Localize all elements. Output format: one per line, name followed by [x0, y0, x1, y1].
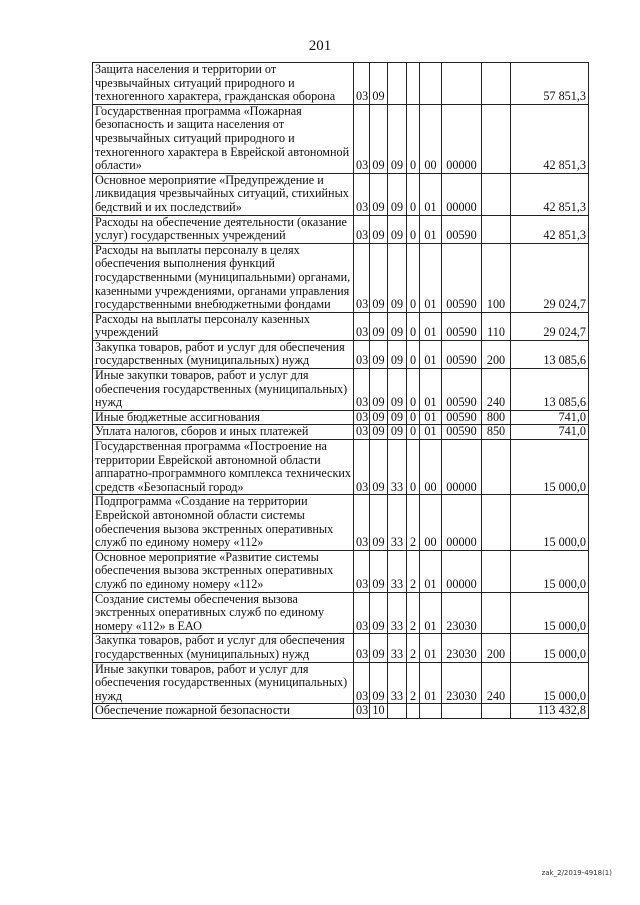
expense-type-code: [482, 440, 511, 495]
program-code: 33: [388, 550, 407, 592]
table-row: [93, 425, 589, 440]
row-name: Иные бюджетные ассигнования: [93, 410, 354, 425]
expense-type-code: [482, 592, 511, 634]
amount: 15 000,0: [511, 440, 589, 495]
section-code: 03: [354, 634, 370, 662]
row-name: Основное мероприятие «Развитие системы обеспечения вызова экстренных оперативных служб по единому номеру «112»: [93, 550, 354, 592]
section-code: 03: [354, 312, 370, 340]
program-code: 09: [388, 173, 407, 215]
section-code: 03: [354, 592, 370, 634]
table-row: [93, 243, 589, 312]
event-code: 01: [420, 243, 442, 312]
row-name: Иные закупки товаров, работ и услуг для обеспечения государственных (муниципальных) нужд: [93, 369, 354, 411]
subprogram-code: 2: [407, 550, 420, 592]
direction-code: 00590: [442, 340, 482, 368]
section-code: 03: [354, 369, 370, 411]
row-name: Закупка товаров, работ и услуг для обеспечения государственных (муниципальных) нужд: [93, 634, 354, 662]
program-code: [388, 704, 407, 719]
subsection-code: 09: [370, 592, 388, 634]
subsection-code: 09: [370, 243, 388, 312]
table-row: [93, 369, 589, 411]
direction-code: 23030: [442, 634, 482, 662]
table-row: [93, 104, 589, 173]
subsection-code: 09: [370, 662, 388, 704]
program-code: 33: [388, 495, 407, 550]
program-code: 09: [388, 410, 407, 425]
table-row: [93, 550, 589, 592]
row-name: Закупка товаров, работ и услуг для обеспечения государственных (муниципальных) нужд: [93, 340, 354, 368]
direction-code: 23030: [442, 592, 482, 634]
footer-code: zak_2/2019-4918(1): [541, 869, 612, 877]
row-name: Иные закупки товаров, работ и услуг для обеспечения государственных (муниципальных) нужд: [93, 662, 354, 704]
amount: 42 851,3: [511, 215, 589, 243]
table-row: [93, 440, 589, 495]
direction-code: 00000: [442, 104, 482, 173]
row-name: Подпрограмма «Создание на территории Еврейской автономной области системы обеспечения вызова экстренных оперативных служб по единому номеру «112»: [93, 495, 354, 550]
expense-type-code: [482, 704, 511, 719]
table-row: [93, 173, 589, 215]
subsection-code: 09: [370, 550, 388, 592]
section-code: 03: [354, 104, 370, 173]
table-row: [93, 312, 589, 340]
table-row: [93, 63, 589, 105]
amount: 15 000,0: [511, 495, 589, 550]
event-code: 00: [420, 495, 442, 550]
subprogram-code: 0: [407, 312, 420, 340]
expense-type-code: 200: [482, 634, 511, 662]
row-name: Государственная программа «Пожарная безопасность и защита населения от чрезвычайных ситуаций природного и техногенного характера в Еврейской автономной области»: [93, 104, 354, 173]
amount: 57 851,3: [511, 63, 589, 105]
subprogram-code: 0: [407, 215, 420, 243]
direction-code: [442, 63, 482, 105]
subprogram-code: 2: [407, 662, 420, 704]
row-name: Расходы на выплаты персоналу казенных учреждений: [93, 312, 354, 340]
subsection-code: 09: [370, 340, 388, 368]
direction-code: [442, 704, 482, 719]
amount: 42 851,3: [511, 173, 589, 215]
subsection-code: 09: [370, 104, 388, 173]
event-code: 01: [420, 550, 442, 592]
subsection-code: 09: [370, 369, 388, 411]
subprogram-code: [407, 704, 420, 719]
expense-type-code: [482, 104, 511, 173]
subprogram-code: 0: [407, 425, 420, 440]
direction-code: 00590: [442, 215, 482, 243]
subsection-code: 09: [370, 63, 388, 105]
expense-type-code: 100: [482, 243, 511, 312]
direction-code: 00590: [442, 312, 482, 340]
subprogram-code: [407, 63, 420, 105]
expense-type-code: 240: [482, 369, 511, 411]
expense-type-code: 240: [482, 662, 511, 704]
subsection-code: 09: [370, 312, 388, 340]
amount: 15 000,0: [511, 592, 589, 634]
table-row: [93, 495, 589, 550]
section-code: 03: [354, 410, 370, 425]
subprogram-code: 0: [407, 440, 420, 495]
event-code: 01: [420, 592, 442, 634]
direction-code: 00590: [442, 369, 482, 411]
row-name: Обеспечение пожарной безопасности: [93, 704, 354, 719]
table-row: [93, 410, 589, 425]
subprogram-code: 0: [407, 243, 420, 312]
expense-type-code: [482, 550, 511, 592]
subsection-code: 09: [370, 215, 388, 243]
program-code: 33: [388, 662, 407, 704]
program-code: 09: [388, 340, 407, 368]
subprogram-code: 2: [407, 495, 420, 550]
subprogram-code: 2: [407, 592, 420, 634]
subsection-code: 10: [370, 704, 388, 719]
subsection-code: 09: [370, 495, 388, 550]
subprogram-code: 0: [407, 410, 420, 425]
section-code: 03: [354, 173, 370, 215]
program-code: 09: [388, 215, 407, 243]
row-name: Расходы на обеспечение деятельности (оказание услуг) государственных учреждений: [93, 215, 354, 243]
direction-code: 23030: [442, 662, 482, 704]
expense-type-code: 110: [482, 312, 511, 340]
event-code: [420, 63, 442, 105]
event-code: 01: [420, 312, 442, 340]
event-code: 01: [420, 340, 442, 368]
program-code: 09: [388, 369, 407, 411]
amount: 741,0: [511, 425, 589, 440]
table-row: [93, 592, 589, 634]
budget-table: [92, 62, 589, 719]
direction-code: 00590: [442, 410, 482, 425]
row-name: Защита населения и территории от чрезвычайных ситуаций природного и техногенного характера, гражданская оборона: [93, 63, 354, 105]
section-code: 03: [354, 704, 370, 719]
program-code: [388, 63, 407, 105]
row-name: Расходы на выплаты персоналу в целях обеспечения выполнения функций государственными (муниципальными) органами, казенными учреждениями, органами управления государственными внебюджетными фондами: [93, 243, 354, 312]
table-row: [93, 704, 589, 719]
table-row: [93, 634, 589, 662]
direction-code: 00000: [442, 550, 482, 592]
expense-type-code: 800: [482, 410, 511, 425]
section-code: 03: [354, 662, 370, 704]
table-body: [93, 63, 589, 719]
section-code: 03: [354, 425, 370, 440]
direction-code: 00000: [442, 495, 482, 550]
amount: 15 000,0: [511, 550, 589, 592]
subsection-code: 09: [370, 634, 388, 662]
row-name: Основное мероприятие «Предупреждение и ликвидация чрезвычайных ситуаций, стихийных бедствий и их последствий»: [93, 173, 354, 215]
subprogram-code: 0: [407, 104, 420, 173]
subprogram-code: 0: [407, 173, 420, 215]
expense-type-code: 200: [482, 340, 511, 368]
page-number: 201: [308, 38, 332, 54]
row-name: Государственная программа «Построение на территории Еврейской автономной области аппаратно-программного комплекса технических средств «Безопасный город»: [93, 440, 354, 495]
amount: 42 851,3: [511, 104, 589, 173]
amount: 113 432,8: [511, 704, 589, 719]
row-name: Уплата налогов, сборов и иных платежей: [93, 425, 354, 440]
event-code: 01: [420, 410, 442, 425]
amount: 13 085,6: [511, 340, 589, 368]
subprogram-code: 0: [407, 369, 420, 411]
direction-code: 00590: [442, 425, 482, 440]
row-name: Создание системы обеспечения вызова экстренных оперативных служб по единому номеру «112» в ЕАО: [93, 592, 354, 634]
expense-type-code: [482, 63, 511, 105]
event-code: 01: [420, 634, 442, 662]
section-code: 03: [354, 215, 370, 243]
event-code: 01: [420, 425, 442, 440]
subprogram-code: 2: [407, 634, 420, 662]
table-row: [93, 215, 589, 243]
subsection-code: 09: [370, 173, 388, 215]
amount: 15 000,0: [511, 662, 589, 704]
section-code: 03: [354, 243, 370, 312]
expense-type-code: [482, 173, 511, 215]
section-code: 03: [354, 495, 370, 550]
section-code: 03: [354, 440, 370, 495]
amount: 29 024,7: [511, 312, 589, 340]
section-code: 03: [354, 340, 370, 368]
program-code: 09: [388, 312, 407, 340]
direction-code: 00000: [442, 440, 482, 495]
program-code: 09: [388, 425, 407, 440]
subprogram-code: 0: [407, 340, 420, 368]
event-code: 01: [420, 662, 442, 704]
section-code: 03: [354, 550, 370, 592]
program-code: 33: [388, 592, 407, 634]
amount: 741,0: [511, 410, 589, 425]
direction-code: 00000: [442, 173, 482, 215]
program-code: 09: [388, 104, 407, 173]
event-code: 01: [420, 215, 442, 243]
table-row: [93, 662, 589, 704]
expense-type-code: 850: [482, 425, 511, 440]
program-code: 33: [388, 634, 407, 662]
amount: 13 085,6: [511, 369, 589, 411]
amount: 29 024,7: [511, 243, 589, 312]
event-code: 00: [420, 104, 442, 173]
event-code: 01: [420, 369, 442, 411]
expense-type-code: [482, 495, 511, 550]
event-code: 01: [420, 173, 442, 215]
event-code: 00: [420, 440, 442, 495]
direction-code: 00590: [442, 243, 482, 312]
program-code: 33: [388, 440, 407, 495]
program-code: 09: [388, 243, 407, 312]
subsection-code: 09: [370, 410, 388, 425]
expense-type-code: [482, 215, 511, 243]
event-code: [420, 704, 442, 719]
subsection-code: 09: [370, 425, 388, 440]
section-code: 03: [354, 63, 370, 105]
subsection-code: 09: [370, 440, 388, 495]
amount: 15 000,0: [511, 634, 589, 662]
table-row: [93, 340, 589, 368]
